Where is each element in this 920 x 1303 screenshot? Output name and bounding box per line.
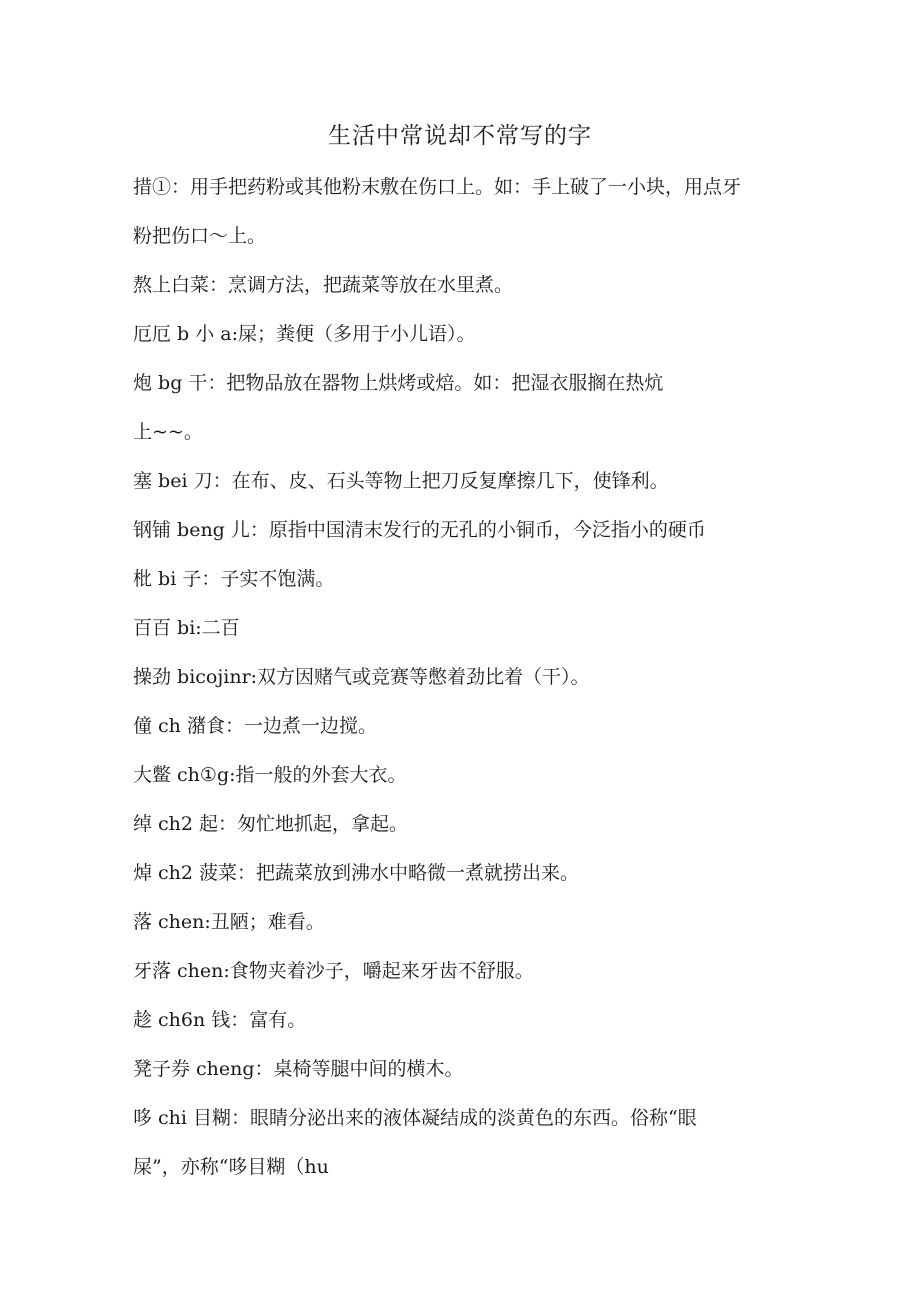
text-line: 炮 bg 干：把物品放在器物上烘烤或焙。如：把湿衣服搁在热炕 [133,372,664,394]
text-line: 钢铺 beng 儿：原指中国清末发行的无孔的小铜币，今泛指小的硬币 [133,519,706,541]
text-line: 塞 bei 刀：在布、皮、石头等物上把刀反复摩擦几下，使锋利。 [133,470,669,492]
text-line: 凳子券 cheng：桌椅等腿中间的横木。 [133,1058,464,1080]
text-line: 上~~。 [133,421,203,443]
text-line: 枇 bi 子：子实不饱满。 [133,568,335,590]
text-line: 哆 chi 目糊：眼睛分泌出来的液体凝结成的淡黄色的东西。俗称“眼 [133,1107,697,1129]
text-line: 僮 ch 潴食：一边煮一边搅。 [133,715,377,737]
text-line: 百百 bi:二百 [133,617,240,639]
text-line: 操劲 bicojinr:双方因赌气或竞赛等憋着劲比着（干）。 [133,666,590,688]
text-line: 牙落 chen:食物夹着沙子，嚼起来牙齿不舒服。 [133,960,534,982]
text-line: 落 chen:丑陋；难看。 [133,911,325,933]
document-body [133,164,793,1193]
text-line: 屎”，亦称“哆目糊（hu [133,1156,329,1178]
text-line: 粉把伤口～上。 [133,225,267,247]
text-line: 绰 ch2 起：匆忙地抓起，拿起。 [133,813,409,835]
text-line: 措①：用手把药粉或其他粉末敷在伤口上。如：手上破了一小块，用点牙 [133,176,742,198]
text-line: 趁 ch6n 钱：富有。 [133,1009,307,1031]
text-line: 熬上白菜：烹调方法，把蔬菜等放在水里煮。 [133,274,514,296]
text-line: 大鳖 ch①g:指一般的外套大衣。 [133,764,407,786]
text-line: 厄厄 b 小 a:屎；粪便（多用于小儿语）。 [133,323,476,345]
text-line: 焯 ch2 菠菜：把蔬菜放到沸水中略微一煮就捞出来。 [133,862,580,884]
document-title: 生活中常说却不常写的字 [328,123,592,149]
